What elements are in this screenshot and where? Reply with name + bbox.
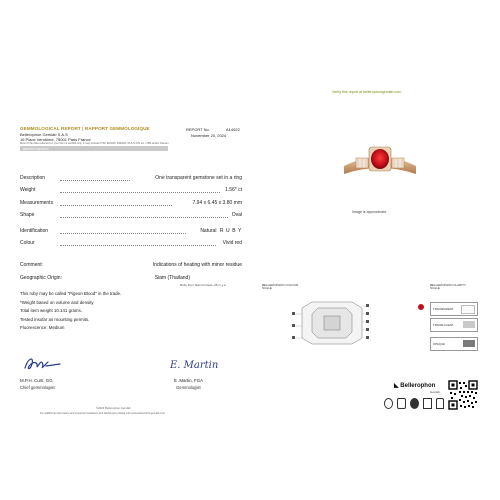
ring-illustration	[342, 144, 418, 178]
translucent-swatch	[463, 321, 475, 328]
row-identification	[20, 228, 242, 236]
left-signer-name: M.P.H. Curti, GG	[20, 378, 53, 383]
qr-code-icon	[448, 380, 478, 410]
report-number-label: REPORT No.	[186, 127, 210, 132]
details-bar-text: REPORT DETAILS	[23, 147, 49, 151]
company-name: Bellerophon Gemlab S.A.S	[20, 132, 68, 137]
right-signature: E. Martin	[170, 360, 219, 371]
footer-fine-print: For additional information and important limitations and disclaimers please visit www.bellerophongemlab.com	[40, 412, 165, 415]
colour-scale-drawing	[282, 294, 390, 354]
note-5: Fluorescence: Medium	[20, 325, 65, 330]
shape-label: Shape	[20, 212, 35, 218]
description-label: Description	[20, 175, 46, 181]
weight-value: 1.56* ct	[225, 187, 242, 193]
note-1: This ruby may be called "Pigeon Blood" in the trade.	[20, 291, 122, 296]
colour-value: Vivid red	[222, 240, 242, 246]
left-signature	[22, 354, 64, 374]
measurements-label: Measurements	[20, 200, 54, 206]
row-comment	[20, 262, 242, 270]
row-description	[20, 175, 242, 183]
shape-value: Oval	[231, 212, 242, 218]
origin-note: Ruby from Siam formed ~25 m.y.a	[180, 283, 226, 287]
leader-dots	[60, 245, 216, 246]
colour-scale-diagram	[282, 294, 390, 354]
transparent-swatch	[461, 305, 475, 314]
note-3: Total item weight 10.141 grams.	[20, 308, 82, 313]
clarity-scale-title: BELLEROPHON CLARITY SCALE	[430, 283, 466, 291]
identification-prefix: Natural	[200, 228, 217, 234]
report-title: GEMMOLOGICAL REPORT | RAPPORT GEMMOLOGIQUE	[20, 126, 150, 131]
left-signature-drawing	[22, 354, 64, 374]
row-origin	[20, 275, 242, 283]
verify-link[interactable]: Verify this report at bellerophongemlab.com	[332, 90, 402, 94]
colour-scale-title: BELLEROPHON COLOUR SCALE	[262, 283, 299, 291]
ring-image	[342, 144, 418, 178]
stamp-icon	[410, 398, 419, 409]
clarity-row-translucent	[430, 318, 478, 332]
leader-dots	[60, 192, 220, 193]
opaque-swatch	[463, 340, 475, 347]
details-bar	[20, 146, 168, 151]
row-measurements	[20, 200, 242, 208]
lock-icon	[436, 398, 444, 409]
company-address: 16 Place Vendôme, 75001 Paris France	[20, 137, 91, 142]
leader-dots	[60, 180, 130, 181]
footer-copyright: ©2024 Bellerophon Gemlab	[96, 406, 131, 410]
clarity-row-opaque	[430, 337, 478, 351]
leader-dots	[60, 217, 228, 218]
weight-label: Weight	[20, 187, 36, 193]
note-4: Tested insofar as mounting permits.	[20, 317, 90, 322]
selected-clarity-marker	[418, 304, 424, 310]
clarity-row-label: TRANSLUCENT	[433, 323, 454, 327]
identification-label: Identification	[20, 228, 49, 234]
left-signer-role: Chief gemmologist	[20, 385, 55, 390]
origin-value: Siam (Thailand)	[154, 275, 190, 281]
comment-value: Indications of heating with minor residue	[152, 262, 242, 268]
cert-icons	[384, 396, 444, 410]
security-icon	[423, 398, 432, 409]
identification-species: R U B Y	[219, 228, 242, 234]
note-2: *Weight based on volume and density	[20, 300, 94, 305]
brand-sub: Gemlab	[430, 390, 440, 394]
measurements-value: 7.94 x 6.45 x 3.80 mm	[192, 200, 242, 206]
leader-dots	[60, 233, 186, 234]
colour-label: Colour	[20, 240, 35, 246]
qr-code[interactable]	[448, 380, 478, 410]
report-number: A14922	[226, 127, 240, 132]
image-caption: Image is approximate	[352, 210, 387, 214]
origin-label: Geographic Origin:	[20, 275, 62, 281]
brand-logo	[394, 382, 435, 389]
clarity-row-transparent	[430, 302, 478, 316]
row-weight	[20, 187, 242, 195]
clarity-row-label: OPAQUE	[433, 342, 445, 346]
comment-label: Comment:	[20, 262, 44, 268]
row-shape	[20, 212, 242, 220]
right-signer-name: E .Martin, FGA	[174, 378, 204, 383]
identification-value	[200, 228, 242, 234]
certification-seal-icon	[384, 398, 393, 409]
disclaimer-text: Most of the data collected on your item is verified only. It may include FTIR, EDXRF, RAMAN, PL/UV-VIS etc. LIBS and/or Raman	[20, 142, 169, 145]
description-value: One transparent gemstone set in a ring	[155, 175, 242, 181]
hologram-icon	[397, 398, 406, 409]
clarity-row-label: TRANSPARENT	[433, 307, 454, 311]
report-date: November 20, 2024	[191, 133, 227, 138]
brand-name: Bellerophon	[400, 383, 436, 389]
row-colour	[20, 240, 242, 248]
right-signer-role: Gemmologist	[176, 385, 201, 390]
leader-dots	[60, 205, 172, 206]
brand-mark-icon: ◣	[394, 383, 399, 389]
